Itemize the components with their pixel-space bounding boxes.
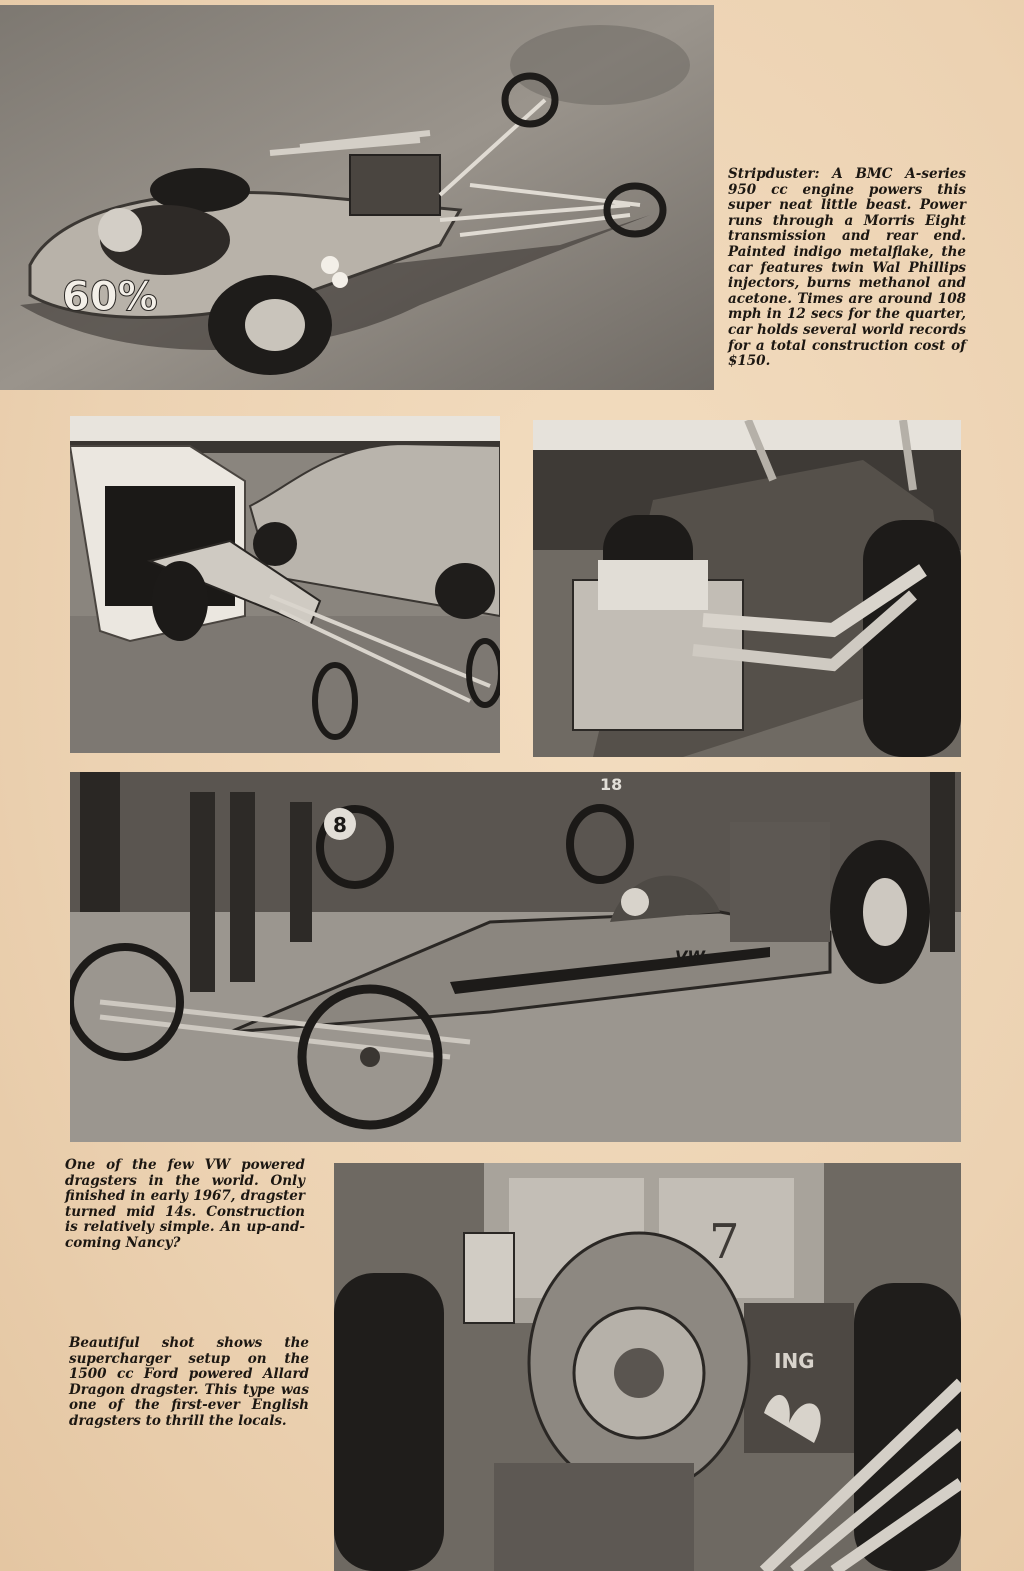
car-number-60: 60% [62, 274, 158, 320]
stripduster-image [0, 5, 714, 390]
vw-dragster-image [70, 772, 961, 1142]
supercharger-image [334, 1163, 961, 1571]
trailer-image [70, 416, 500, 753]
dragster-number: 7 [709, 1214, 740, 1270]
stripduster-photo [0, 5, 714, 390]
supercharger-caption: Beautiful shot shows the supercharger setup on the 1500 cc Ford powered Allard Dragon dragster. This type was one of the first-ever English dragsters to thrill the locals. [69, 1335, 309, 1429]
bike-number-18: 18 [600, 775, 623, 794]
vw-dragster-caption: One of the few VW powered dragsters in the world. Only finished in early 1967, dragster turned mid 14s. Construction is relatively simple. An up-and-coming Nancy? [65, 1157, 305, 1251]
vw-dragster-photo [70, 772, 961, 1142]
trailer-photo [70, 416, 500, 753]
bike-number-8: 8 [333, 813, 347, 837]
supercharger-photo [334, 1163, 961, 1571]
dragster-lettering: ING [774, 1349, 815, 1373]
engine-closeup-photo [533, 420, 961, 757]
vw-badge: VW [675, 947, 706, 966]
stripduster-caption: Stripduster: A BMC A-series 950 cc engine powers this super neat little beast. Power runs through a Morris Eight transmission and rear end. Painted indigo metalflake, the car features twin Wal Phillips injectors, burns methanol and acetone. Times are around 108 mph in 12 secs for the quarter, car holds several world records for a total construction cost of $150. [728, 166, 966, 370]
engine-closeup-image [533, 420, 961, 757]
